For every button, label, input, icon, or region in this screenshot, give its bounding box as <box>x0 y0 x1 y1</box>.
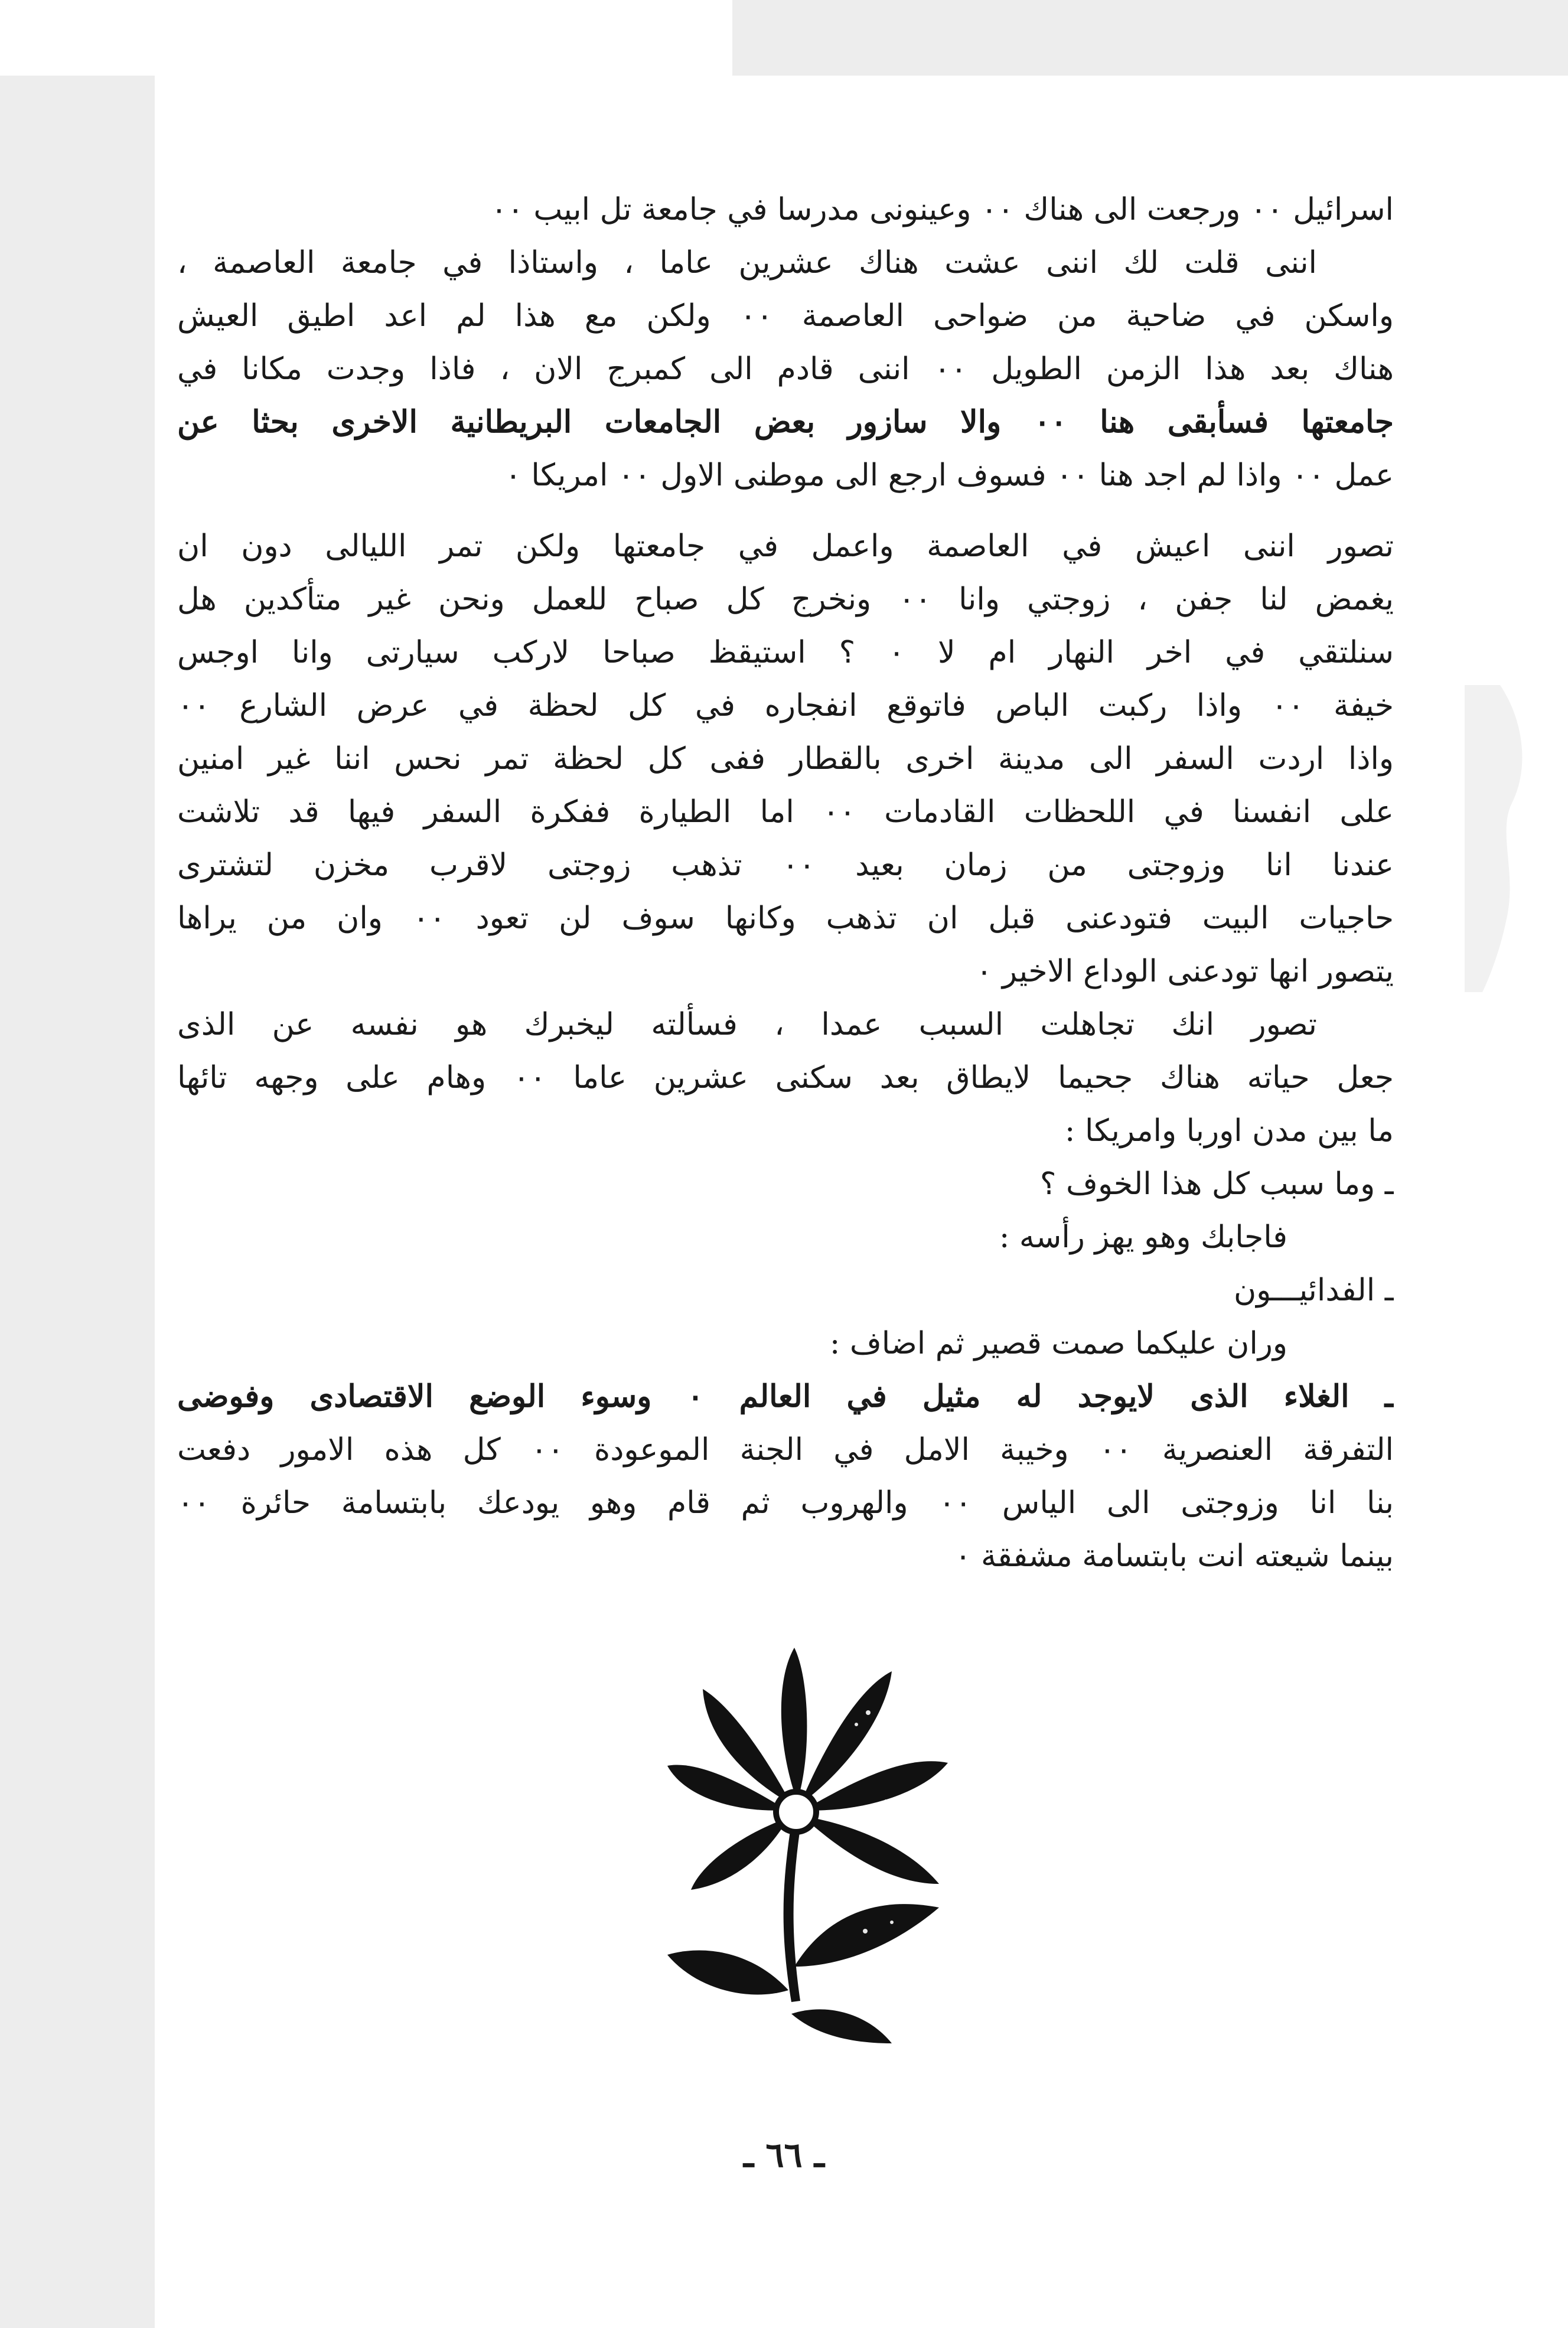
text-line: جامعتها فسأبقى هنا ٠٠ والا سازور بعض الجامعات البريطانية الاخرى بحثا عن <box>177 404 1394 440</box>
dialog-line: ـ الغلاء الذى لايوجد له مثيل في العالم ٠ وسوء الوضع الاقتصادى وفوضى <box>177 1378 1394 1414</box>
text-line: فاجابك وهو يهز رأسه : <box>999 1220 1287 1255</box>
body-text <box>177 183 1394 1583</box>
dialog-line: ـ الفدائيـــون <box>1233 1273 1394 1308</box>
paragraph-gap <box>177 502 1394 520</box>
text-line: واسكن في ضاحية من ضواحى العاصمة ٠٠ ولكن مع هذا لم اعد اطيق العيش <box>177 298 1394 334</box>
text-line: خيفة ٠٠ واذا ركبت الباص فاتوقع انفجاره في كل لحظة في عرض الشارع ٠٠ <box>177 688 1394 723</box>
text-line: بنا انا وزوجتى الى الياس ٠٠ والهروب ثم قام وهو يودعك بابتسامة حائرة ٠٠ <box>177 1485 1394 1521</box>
text-line: واذا اردت السفر الى مدينة اخرى بالقطار ففى كل لحظة تمر نحس اننا غير امنين <box>177 741 1394 777</box>
text-line: عندنا انا وزوجتى من زمان بعيد ٠٠ تذهب زوجتى لاقرب مخزن لتشترى <box>177 847 1394 883</box>
text-line: تصور انك تجاهلت السبب عمدا ، فسألته ليخبرك هو نفسه عن الذى <box>177 1007 1317 1042</box>
scan-border <box>0 0 732 76</box>
text-line: اسرائيل ٠٠ ورجعت الى هناك ٠٠ وعينونى مدرسا في جامعة تل ابيب ٠٠ <box>490 192 1394 227</box>
scan-smudge <box>1465 685 1536 992</box>
text-line: وران عليكما صمت قصير ثم اضاف : <box>829 1326 1287 1361</box>
text-line: التفرقة العنصرية ٠٠ وخيبة الامل في الجنة الموعودة ٠٠ كل هذه الامور دفعت <box>177 1432 1394 1468</box>
text-line: على انفسنا في اللحظات القادمات ٠٠ اما الطيارة ففكرة السفر فيها قد تلاشت <box>177 794 1394 830</box>
dialog-line: ـ وما سبب كل هذا الخوف ؟ <box>1039 1166 1394 1202</box>
text-line: يتصور انها تودعنى الوداع الاخير ٠ <box>976 954 1394 989</box>
text-line: هناك بعد هذا الزمن الطويل ٠٠ اننى قادم الى كمبرج الان ، فاذا وجدت مكانا في <box>177 351 1394 387</box>
text-line: عمل ٠٠ واذا لم اجد هنا ٠٠ فسوف ارجع الى موطنى الاول ٠٠ امريكا ٠ <box>504 458 1394 493</box>
text-line: يغمض لنا جفن ، زوجتي وانا ٠٠ ونخرج كل صباح للعمل ونحن غير متأكدين هل <box>177 582 1394 617</box>
text-line: سنلتقي في اخر النهار ام لا ٠ ؟ استيقظ صباحا لاركب سيارتى وانا اوجس <box>177 635 1394 670</box>
page-number: ـ ٦٦ ـ <box>744 2135 824 2175</box>
text-line: حاجيات البيت فتودعنى قبل ان تذهب وكانها سوف لن تعود ٠٠ وان من يراها <box>177 901 1394 936</box>
flower-ornament-icon <box>632 1636 963 2049</box>
text-line: بينما شيعته انت بابتسامة مشفقة ٠ <box>954 1538 1394 1574</box>
text-line: ما بين مدن اوربا وامريكا : <box>1064 1113 1394 1149</box>
text-line: اننى قلت لك اننى عشت هناك عشرين عاما ، واستاذا في جامعة العاصمة ، <box>177 245 1317 281</box>
text-line: جعل حياته هناك جحيما لايطاق بعد سكنى عشرين عاما ٠٠ وهام على وجهه تائها <box>177 1060 1394 1095</box>
text-line: تصور اننى اعيش في العاصمة واعمل في جامعتها ولكن تمر الليالى دون ان <box>177 529 1394 564</box>
